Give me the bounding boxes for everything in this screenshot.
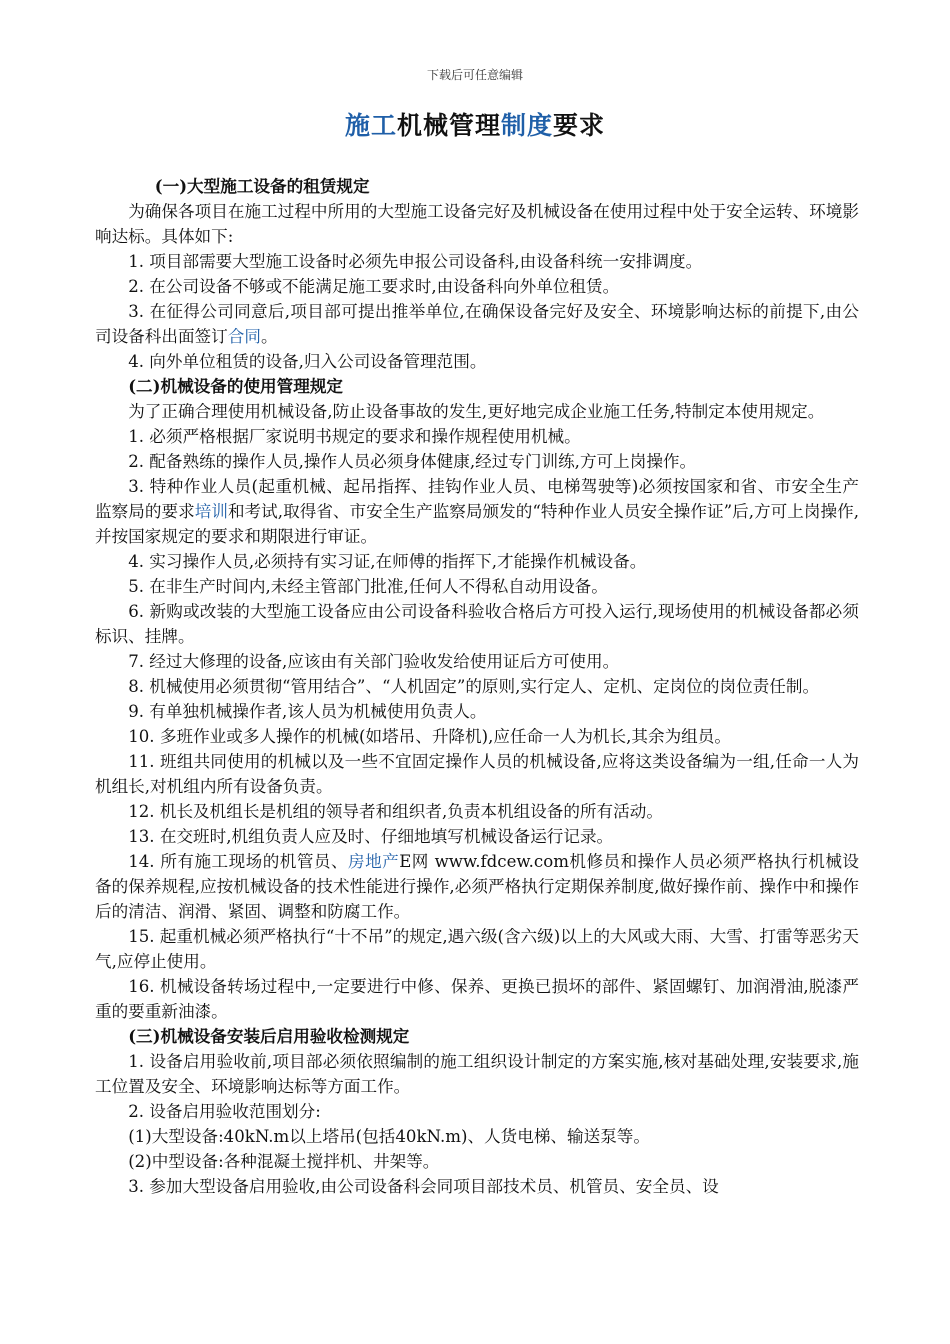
section-2-item-14-text: 14. 所有施工现场的机管员、 xyxy=(128,852,349,871)
section-2-heading: (二)机械设备的使用管理规定 xyxy=(128,376,344,396)
section-2-item-5: 5. 在非生产时间内,未经主管部门批准,任何人不得私自动用设备。 xyxy=(128,577,608,596)
section-2-intro: 为了正确合理使用机械设备,防止设备事故的发生,更好地完成企业施工任务,特制定本使用规定。 xyxy=(128,402,825,421)
contract-link[interactable]: 合同 xyxy=(227,327,261,346)
section-2-item-4: 4. 实习操作人员,必须持有实习证,在师傅的指挥下,才能操作机械设备。 xyxy=(128,552,647,571)
section-1-heading: (一)大型施工设备的租赁规定 xyxy=(154,176,370,196)
section-2-item-8: 8. 机械使用必须贯彻“管用结合”、“人机固定”的原则,实行定人、定机、定岗位的岗位责任制。 xyxy=(128,677,820,696)
section-1-item-3-end: 。 xyxy=(260,327,278,346)
section-2-item-2: 2. 配备熟练的操作人员,操作人员必须身体健康,经过专门训练,方可上岗操作。 xyxy=(128,452,697,471)
real-estate-link[interactable]: 房地产 xyxy=(348,852,400,871)
title-part-3: 制度 xyxy=(501,111,554,140)
section-2-item-15: 15. 起重机械必须严格执行“十不吊”的规定,遇六级(含六级)以上的大风或大雨、大雪、打雷等恶劣天气,应停止使用。 xyxy=(95,927,859,971)
section-3-item-2-1: (1)大型设备:40kN.m以上塔吊(包括40kN.m)、人货电梯、输送泵等。 xyxy=(128,1127,650,1146)
section-1-item-3-text: 3. 在征得公司同意后,项目部可提出推举单位,在确保设备完好及安全、环境影响达标的前提下,由公司设备科出面签订 xyxy=(95,302,859,346)
section-2-item-3 xyxy=(95,474,859,549)
section-2-item-9: 9. 有单独机械操作者,该人员为机械使用负责人。 xyxy=(128,702,487,721)
section-3-item-2: 2. 设备启用验收范围划分: xyxy=(128,1102,321,1121)
section-2-item-10: 10. 多班作业或多人操作的机械(如塔吊、升降机),应任命一人为机长,其余为组员。 xyxy=(128,727,731,746)
section-2-item-7: 7. 经过大修理的设备,应该由有关部门验收发给使用证后方可使用。 xyxy=(128,652,620,671)
section-1-intro: 为确保各项目在施工过程中所用的大型施工设备完好及机械设备在使用过程中处于安全运转、环境影响达标。具体如下: xyxy=(95,202,859,246)
section-2-item-3-end: 和考试,取得省、市安全生产监察局颁发的“特种作业人员安全操作证”后,方可上岗操作,并按国家规定的要求和期限进行审证。 xyxy=(95,502,859,546)
section-1-item-2: 2. 在公司设备不够或不能满足施工要求时,由设备科向外单位租赁。 xyxy=(128,277,620,296)
section-2-item-14-end: E网 www.fdcew.com机修员和操作人员必须严格执行机械设备的保养规程,应按机械设备的技术性能进行操作,必须严格执行定期保养制度,做好操作前、操作中和操作后的清洁、润滑、紧固、调整和防腐工作。 xyxy=(95,852,859,921)
section-3-item-1: 1. 设备启用验收前,项目部必须依照编制的施工组织设计制定的方案实施,核对基础处理,安装要求,施工位置及安全、环境影响达标等方面工作。 xyxy=(95,1052,859,1096)
title-part-2: 机械管理 xyxy=(396,111,501,140)
title-part-1: 施工 xyxy=(344,111,397,140)
page-header-note: 下载后可任意编辑 xyxy=(426,68,523,82)
section-2-item-3-text: 3. 特种作业人员(起重机械、起吊指挥、挂钩作业人员、电梯驾驶等)必须按国家和省、市安全生产监察局的要求 xyxy=(95,477,859,521)
section-2-item-1: 1. 必须严格根据厂家说明书规定的要求和操作规程使用机械。 xyxy=(128,427,581,446)
section-2-item-11: 11. 班组共同使用的机械以及一些不宜固定操作人员的机械设备,应将这类设备编为一组,任命一人为机组长,对机组内所有设备负责。 xyxy=(95,752,859,796)
section-1-item-4: 4. 向外单位租赁的设备,归入公司设备管理范围。 xyxy=(128,352,487,371)
training-link[interactable]: 培训 xyxy=(194,502,228,521)
section-2-item-16: 16. 机械设备转场过程中,一定要进行中修、保养、更换已损坏的部件、紧固螺钉、加润滑油,脱漆严重的要重新油漆。 xyxy=(95,977,859,1021)
section-1-item-1: 1. 项目部需要大型施工设备时必须先申报公司设备科,由设备科统一安排调度。 xyxy=(128,252,703,271)
section-2-item-12: 12. 机长及机组长是机组的领导者和组织者,负责本机组设备的所有活动。 xyxy=(128,802,663,821)
section-3-item-2-2: (2)中型设备:各种混凝土搅拌机、井架等。 xyxy=(128,1152,440,1171)
section-3-heading: (三)机械设备安装后启用验收检测规定 xyxy=(128,1026,410,1046)
title-part-4: 要求 xyxy=(553,111,606,140)
section-1-item-3 xyxy=(95,299,859,349)
section-2-item-13: 13. 在交班时,机组负责人应及时、仔细地填写机械设备运行记录。 xyxy=(128,827,614,846)
document-body xyxy=(95,174,859,1199)
document-title xyxy=(0,106,950,142)
section-2-item-14 xyxy=(95,849,859,924)
section-3-item-3: 3. 参加大型设备启用验收,由公司设备科会同项目部技术员、机管员、安全员、设 xyxy=(128,1177,719,1196)
section-2-item-6: 6. 新购或改装的大型施工设备应由公司设备科验收合格后方可投入运行,现场使用的机械设备都必须标识、挂牌。 xyxy=(95,602,859,646)
